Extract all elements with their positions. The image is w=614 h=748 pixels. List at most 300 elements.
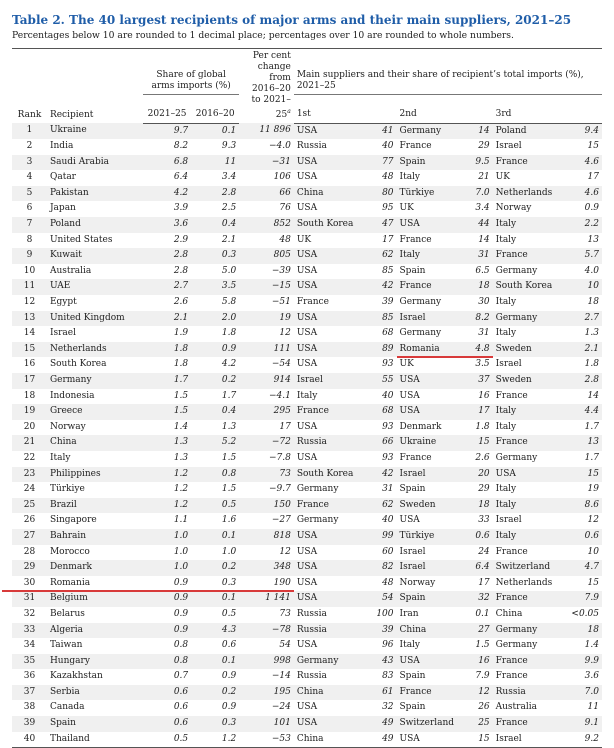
cell-share-2016-20: 0.5 <box>221 499 237 510</box>
cell-recipient: Thailand <box>47 732 143 748</box>
cell-share-2016-20: 0.4 <box>221 219 237 230</box>
cell-supplier-1: USA <box>296 265 318 276</box>
cell-supplier-1-share: 39 <box>382 297 394 308</box>
cell-share-2016-20: 1.2 <box>191 732 239 748</box>
cell-share-2021-25: 0.9 <box>173 577 189 588</box>
cell-supplier-3: France <box>495 156 528 167</box>
cell-supplier-2: Spain <box>399 593 426 604</box>
cell-supplier-2: Romania <box>399 343 440 354</box>
cell-rank: 7 <box>26 219 33 230</box>
cell-supplier-3-share: 9.4 <box>584 125 599 136</box>
cell-share-2021-25: 1.2 <box>173 499 189 510</box>
cell-supplier-2-share: 6.4 <box>475 562 490 573</box>
table-row <box>12 233 602 249</box>
cell-change: 48 <box>279 234 291 245</box>
cell-rank: 2 <box>26 141 33 152</box>
cell-supplier-3-share: 4.0 <box>584 265 599 276</box>
cell-supplier-2: Italy <box>399 640 421 651</box>
table-row <box>12 451 602 467</box>
cell-supplier-3-share: 1.7 <box>584 452 599 463</box>
table-row <box>12 248 602 264</box>
cell-supplier-2-share: 37 <box>478 375 490 385</box>
table-row <box>12 389 602 405</box>
cell-supplier-1-share: 96 <box>382 640 394 651</box>
cell-supplier-2: USA <box>399 219 420 230</box>
cell-share-2016-20: 0.6 <box>221 640 237 651</box>
cell-change: 12 <box>279 546 291 557</box>
cell-recipient: Kazakhstan <box>49 671 103 682</box>
table-row <box>12 700 602 716</box>
cell-supplier-3: France <box>495 655 528 666</box>
cell-supplier-2-share: 3.5 <box>475 359 490 370</box>
cell-share-2016-20: 0.9 <box>221 671 237 682</box>
cell-supplier-2: Spain <box>399 156 426 167</box>
cell-supplier-3-share: 4.7 <box>584 562 599 573</box>
cell-share-2016-20: 0.3 <box>221 250 237 261</box>
cell-supplier-3-share: 9.1 <box>584 718 599 729</box>
cell-share-2016-20: 3.5 <box>221 281 237 292</box>
cell-change: −14 <box>271 671 291 682</box>
cell-rank: 35 <box>23 655 36 666</box>
table-row <box>12 467 602 483</box>
cell-supplier-1: USA <box>296 718 318 729</box>
cell-supplier-2: Israel <box>399 468 426 479</box>
cell-share-2016-20: 5.2 <box>221 437 237 448</box>
cell-supplier-2: Sweden <box>399 499 436 510</box>
cell-supplier-2-share: 7.9 <box>475 671 490 682</box>
cell-supplier-3-share: 17 <box>587 172 599 183</box>
col-group-suppliers: Main suppliers and their share of recipient’s total imports (%), 2021–25 <box>294 49 602 95</box>
cell-recipient: United Kingdom <box>49 312 125 323</box>
cell-share-2021-25: 6.4 <box>173 172 189 183</box>
cell-supplier-2: Israel <box>399 546 426 557</box>
cell-share-2021-25: 1.5 <box>173 406 189 417</box>
cell-supplier-3: France <box>495 390 528 401</box>
cell-supplier-1-share: 49 <box>372 732 396 748</box>
cell-supplier-2: Switzerland <box>399 718 455 729</box>
cell-supplier-3-share: 7.0 <box>584 686 599 697</box>
table-row <box>12 264 602 280</box>
cell-supplier-1-share: 31 <box>382 484 394 495</box>
cell-recipient: Taiwan <box>49 640 83 651</box>
cell-share-2021-25: 8.2 <box>173 141 189 152</box>
table-title <box>12 12 602 28</box>
cell-share-2016-20: 0.4 <box>221 406 237 417</box>
table-row <box>12 482 602 498</box>
table-row <box>12 373 602 389</box>
table-row <box>12 669 602 685</box>
cell-share-2021-25: 0.8 <box>173 640 189 651</box>
cell-recipient: Norway <box>49 421 86 432</box>
cell-share-2021-25: 0.6 <box>173 702 189 713</box>
cell-supplier-3-share: 19 <box>587 484 599 495</box>
cell-share-2016-20: 0.1 <box>221 655 237 666</box>
cell-supplier-2-share: 18 <box>478 499 490 510</box>
cell-change: 54 <box>279 640 291 651</box>
cell-rank: 4 <box>26 172 33 183</box>
cell-supplier-3: Italy <box>495 406 517 417</box>
cell-change: −4.0 <box>268 141 291 152</box>
cell-share-2016-20: 1.5 <box>221 452 237 463</box>
cell-share-2021-25: 2.6 <box>173 297 189 308</box>
cell-supplier-1: Germany <box>296 515 339 526</box>
cell-share-2021-25: 1.0 <box>173 546 189 557</box>
table-row <box>12 326 602 342</box>
cell-share-2016-20: 0.3 <box>221 718 237 729</box>
cell-supplier-1: USA <box>296 281 318 292</box>
cell-supplier-2: France <box>399 141 432 152</box>
cell-supplier-3: Israel <box>493 732 565 748</box>
cell-rank: 31 <box>23 593 36 604</box>
col-header-rank: Rank <box>12 49 47 124</box>
cell-recipient: Germany <box>49 375 92 385</box>
cell-supplier-2: Ukraine <box>399 437 437 448</box>
cell-share-2016-20: 9.3 <box>221 141 237 152</box>
cell-supplier-1: USA <box>296 702 318 713</box>
cell-supplier-2: France <box>399 281 432 292</box>
cell-supplier-1-share: 89 <box>382 343 394 354</box>
cell-supplier-3: Switzerland <box>495 562 551 573</box>
cell-supplier-1-share: 41 <box>382 125 394 136</box>
cell-rank: 15 <box>23 343 36 354</box>
cell-change: −54 <box>271 359 291 370</box>
cell-supplier-3: Netherlands <box>495 577 553 588</box>
cell-supplier-2: USA <box>399 515 420 526</box>
cell-supplier-2: USA <box>399 406 420 417</box>
cell-supplier-2-share: 29 <box>478 484 490 495</box>
cell-supplier-3: Australia <box>495 702 537 713</box>
table-row <box>12 638 602 654</box>
cell-share-2021-25: 0.6 <box>173 686 189 697</box>
table-number: Table 2. <box>12 13 65 27</box>
cell-supplier-3: Norway <box>495 203 532 214</box>
col-header-recipient: Recipient <box>47 49 143 124</box>
cell-share-2021-25: 1.7 <box>173 375 189 385</box>
cell-supplier-2: Germany <box>399 297 442 308</box>
cell-share-2016-20: 0.1 <box>221 530 237 541</box>
table-row <box>12 513 602 529</box>
cell-share-2021-25: 1.9 <box>173 328 189 339</box>
cell-supplier-2: Denmark <box>399 421 442 432</box>
cell-supplier-2-share: 27 <box>478 624 490 635</box>
cell-supplier-2-share: 1.8 <box>475 421 490 432</box>
cell-rank: 11 <box>23 281 36 292</box>
cell-share-2016-20: 0.5 <box>221 608 237 619</box>
cell-change: 805 <box>273 250 291 261</box>
cell-supplier-3-share: 2.7 <box>584 312 599 323</box>
cell-supplier-2-share: 25 <box>478 718 490 729</box>
table-row <box>12 732 602 748</box>
cell-supplier-3: Italy <box>495 219 517 230</box>
cell-recipient: Belgium <box>49 593 88 604</box>
cell-share-2021-25: 3.6 <box>173 219 189 230</box>
cell-change: −24 <box>271 702 291 713</box>
cell-change: 106 <box>273 172 291 183</box>
cell-supplier-1-share: 48 <box>382 577 394 588</box>
cell-supplier-1-share: 48 <box>382 172 394 183</box>
cell-rank: 13 <box>23 312 36 323</box>
table-row <box>12 279 602 295</box>
cell-supplier-2-share: 6.5 <box>475 265 490 276</box>
table-row <box>12 357 602 373</box>
cell-change: 19 <box>279 312 291 323</box>
cell-supplier-3-share: 14 <box>587 390 599 401</box>
cell-recipient: Poland <box>49 219 81 230</box>
cell-share-2021-25: 1.0 <box>173 562 189 573</box>
cell-supplier-1: Russia <box>296 437 327 448</box>
cell-recipient: Israel <box>49 328 76 339</box>
cell-share-2016-20: 11 <box>224 156 237 167</box>
cell-share-2016-20: 3.4 <box>221 172 237 183</box>
cell-supplier-1: China <box>296 187 324 198</box>
cell-supplier-3: Germany <box>495 312 538 323</box>
cell-supplier-1-share: 42 <box>382 468 394 479</box>
cell-supplier-2-share: 0.1 <box>475 608 490 619</box>
highlight-underline-romania-row <box>2 590 294 592</box>
cell-supplier-1-share: 54 <box>382 593 394 604</box>
cell-supplier-1: USA <box>296 125 318 136</box>
cell-recipient: Qatar <box>49 172 76 183</box>
cell-supplier-2-share: 15 <box>466 732 492 748</box>
cell-recipient: Egypt <box>49 297 77 308</box>
cell-supplier-3: France <box>495 437 528 448</box>
cell-supplier-3-share: 18 <box>587 297 599 308</box>
cell-supplier-3: Italy <box>495 530 517 541</box>
cell-share-2021-25: 0.7 <box>173 671 189 682</box>
cell-change: 101 <box>273 718 291 729</box>
cell-recipient: Canada <box>49 702 85 713</box>
cell-supplier-1-share: 85 <box>382 312 394 323</box>
change-header-text: Per cent change from 2016–20 to 2021–25 <box>251 51 291 120</box>
cell-supplier-3: UK <box>495 172 510 183</box>
cell-change: 195 <box>273 686 291 697</box>
col-header-2021-25: 2021–25 <box>143 94 191 123</box>
cell-share-2021-25: 1.3 <box>173 452 189 463</box>
cell-supplier-2-share: 30 <box>478 297 490 308</box>
cell-supplier-3-share: 3.6 <box>584 671 599 682</box>
cell-supplier-2: Italy <box>399 250 421 261</box>
col-header-2016-20: 2016–20 <box>191 94 239 123</box>
cell-supplier-1: USA <box>296 328 318 339</box>
table-row <box>12 591 602 607</box>
cell-change: −27 <box>271 515 291 526</box>
cell-supplier-2-share: 24 <box>478 546 490 557</box>
cell-supplier-1-share: 60 <box>382 546 394 557</box>
cell-share-2021-25: 0.9 <box>173 593 189 604</box>
cell-share-2016-20: 0.2 <box>221 562 237 573</box>
cell-recipient: Australia <box>49 265 92 276</box>
cell-recipient: Greece <box>49 406 83 417</box>
cell-supplier-1-share: 61 <box>382 686 394 697</box>
table-row <box>12 576 602 592</box>
cell-rank: 8 <box>26 234 33 245</box>
cell-supplier-2: Israel <box>399 312 426 323</box>
cell-supplier-1: Israel <box>296 375 323 385</box>
cell-supplier-3-share: 9.2 <box>565 732 602 748</box>
cell-change: 348 <box>273 562 291 573</box>
cell-rank: 32 <box>23 608 36 619</box>
cell-supplier-2: Türkiye <box>399 187 435 198</box>
cell-change: −39 <box>271 265 291 276</box>
table-row <box>12 404 602 420</box>
cell-supplier-3: France <box>495 593 528 604</box>
cell-supplier-3: Italy <box>495 234 517 245</box>
cell-share-2021-25: 0.5 <box>143 732 191 748</box>
cell-supplier-1-share: 40 <box>382 515 394 526</box>
cell-supplier-3: France <box>495 546 528 557</box>
cell-supplier-1-share: 80 <box>382 187 394 198</box>
cell-supplier-3-share: 1.7 <box>584 421 599 432</box>
cell-supplier-3: Netherlands <box>495 187 553 198</box>
cell-supplier-3: Italy <box>495 484 517 495</box>
cell-supplier-3-share: 18 <box>587 624 599 635</box>
cell-rank: 10 <box>23 265 36 276</box>
cell-supplier-3-share: 4.6 <box>584 187 599 198</box>
col-header-3rd: 3rd <box>493 94 602 123</box>
cell-rank: 19 <box>23 406 36 417</box>
cell-supplier-1: USA <box>296 312 318 323</box>
cell-share-2021-25: 2.8 <box>173 250 189 261</box>
cell-rank: 9 <box>26 250 33 261</box>
cell-supplier-1: USA <box>296 546 318 557</box>
cell-supplier-3-share: 9.9 <box>584 655 599 666</box>
cell-change: −7.8 <box>268 452 291 463</box>
cell-rank: 40 <box>12 732 47 748</box>
cell-share-2021-25: 1.4 <box>173 421 189 432</box>
cell-change: 76 <box>279 203 291 214</box>
table-row <box>12 155 602 171</box>
cell-change: 190 <box>273 577 291 588</box>
cell-rank: 39 <box>23 718 36 729</box>
cell-rank: 24 <box>23 484 36 495</box>
cell-recipient: Philippines <box>49 468 101 479</box>
cell-change: 295 <box>273 406 291 417</box>
cell-supplier-3: France <box>495 250 528 261</box>
cell-recipient: UAE <box>49 281 71 292</box>
cell-supplier-2-share: 7.0 <box>475 187 490 198</box>
cell-supplier-3-share: 0.6 <box>584 530 599 541</box>
cell-supplier-2-share: 32 <box>478 593 490 604</box>
table-row <box>12 716 602 732</box>
cell-rank: 36 <box>23 671 36 682</box>
cell-recipient: Brazil <box>49 499 77 510</box>
cell-supplier-3: Italy <box>495 499 517 510</box>
cell-share-2021-25: 2.1 <box>173 312 189 323</box>
cell-supplier-2-share: 16 <box>478 655 490 666</box>
cell-change: 852 <box>273 219 291 230</box>
cell-supplier-2-share: 12 <box>478 686 490 697</box>
table-row <box>12 685 602 701</box>
cell-recipient: Pakistan <box>49 187 89 198</box>
cell-rank: 1 <box>26 125 33 136</box>
cell-rank: 27 <box>23 530 36 541</box>
cell-change: −31 <box>271 156 291 167</box>
cell-rank: 23 <box>23 468 36 479</box>
table-row <box>12 170 602 186</box>
cell-share-2021-25: 1.5 <box>173 390 189 401</box>
cell-share-2021-25: 4.2 <box>173 187 189 198</box>
cell-share-2021-25: 0.9 <box>173 608 189 619</box>
cell-supplier-3: Israel <box>495 141 522 152</box>
cell-supplier-2-share: 9.5 <box>475 156 490 167</box>
cell-supplier-1: USA <box>296 577 318 588</box>
cell-supplier-1: China <box>294 732 373 748</box>
cell-share-2016-20: 0.1 <box>221 593 237 604</box>
cell-recipient: United States <box>49 234 113 245</box>
cell-rank: 30 <box>23 577 36 588</box>
cell-supplier-2-share: 26 <box>478 702 490 713</box>
cell-supplier-1-share: 43 <box>382 655 394 666</box>
cell-supplier-2: Spain <box>399 265 426 276</box>
cell-supplier-2: Norway <box>399 577 436 588</box>
cell-supplier-3: France <box>495 718 528 729</box>
cell-share-2016-20: 1.0 <box>221 546 237 557</box>
cell-supplier-3: Sweden <box>495 375 532 385</box>
cell-supplier-1-share: 85 <box>382 265 394 276</box>
cell-supplier-2: USA <box>399 390 420 401</box>
table-row <box>12 560 602 576</box>
cell-rank: 16 <box>23 359 36 370</box>
cell-share-2016-20: 1.6 <box>221 515 237 526</box>
cell-supplier-1-share: 62 <box>382 499 394 510</box>
cell-supplier-3: France <box>495 671 528 682</box>
cell-supplier-3-share: 11 <box>587 702 599 713</box>
cell-supplier-2: Türkiye <box>399 530 435 541</box>
cell-recipient: Ukraine <box>49 125 87 136</box>
cell-supplier-1: USA <box>296 562 318 573</box>
cell-change: −72 <box>271 437 291 448</box>
cell-recipient: Algeria <box>49 624 83 635</box>
cell-share-2021-25: 1.2 <box>173 484 189 495</box>
cell-change: −78 <box>271 624 291 635</box>
cell-rank: 28 <box>23 546 36 557</box>
cell-supplier-1: USA <box>296 452 318 463</box>
cell-recipient: Denmark <box>49 562 92 573</box>
cell-supplier-1: China <box>296 686 324 697</box>
cell-change: 111 <box>273 343 291 354</box>
cell-rank: 17 <box>23 375 36 385</box>
cell-supplier-1: Germany <box>296 484 339 495</box>
cell-supplier-3-share: 4.6 <box>584 156 599 167</box>
cell-supplier-3: Israel <box>495 359 522 370</box>
cell-supplier-3-share: 12 <box>587 515 599 526</box>
cell-supplier-1: France <box>296 297 329 308</box>
cell-supplier-1: South Korea <box>296 219 354 230</box>
cell-supplier-1: USA <box>296 421 318 432</box>
cell-share-2021-25: 9.7 <box>173 125 189 136</box>
cell-rank: 6 <box>26 203 33 214</box>
cell-recipient: Singapore <box>49 515 97 526</box>
cell-rank: 18 <box>23 390 36 401</box>
cell-recipient: Kuwait <box>49 250 82 261</box>
cell-share-2021-25: 1.8 <box>173 343 189 354</box>
table-row <box>12 420 602 436</box>
cell-supplier-1-share: 32 <box>382 702 394 713</box>
cell-supplier-2: Israel <box>399 562 426 573</box>
cell-supplier-2-share: 31 <box>478 328 490 339</box>
cell-supplier-2-share: 1.5 <box>475 640 490 651</box>
cell-change: −9.7 <box>268 484 291 495</box>
table-row <box>12 186 602 202</box>
cell-supplier-1-share: 49 <box>382 718 394 729</box>
cell-change: −15 <box>271 281 291 292</box>
cell-supplier-2: Spain <box>399 702 426 713</box>
cell-supplier-3-share: 2.1 <box>584 343 599 354</box>
cell-recipient: Romania <box>49 577 91 588</box>
cell-share-2021-25: 3.9 <box>173 203 189 214</box>
cell-share-2016-20: 5.0 <box>221 265 237 276</box>
cell-supplier-1-share: 95 <box>382 203 394 214</box>
